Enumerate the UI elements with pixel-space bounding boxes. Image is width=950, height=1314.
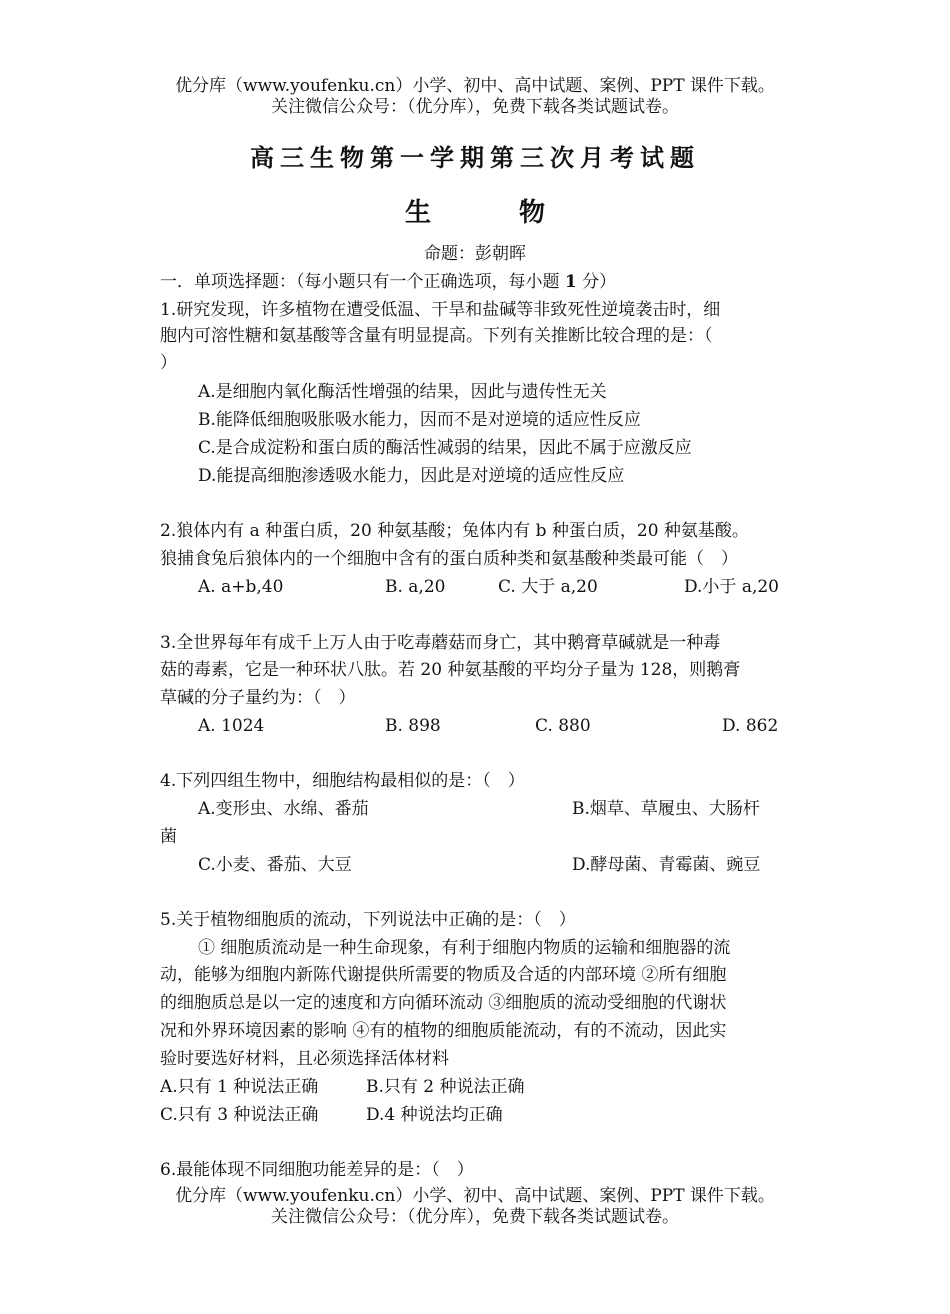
section-heading bbox=[160, 271, 616, 293]
q2-option-b: B. a,20 bbox=[385, 577, 446, 597]
q5-line-4: 的细胞质总是以一定的速度和方向循环流动 ③细胞质的流动受细胞的代谢状 bbox=[160, 993, 727, 1013]
q5-line-1: 5.关于植物细胞质的流动，下列说法中正确的是：（ ） bbox=[160, 910, 576, 930]
q4-option-b-cont: 菌 bbox=[160, 827, 177, 847]
q3-option-d: D. 862 bbox=[722, 716, 779, 736]
q4-option-c: C.小麦、番茄、大豆 bbox=[198, 855, 352, 875]
q2-line-2: 狼捕食兔后狼体内的一个细胞中含有的蛋白质种类和氨基酸种类最可能（ ） bbox=[160, 549, 738, 569]
q3-line-1: 3.全世界每年有成千上万人由于吃毒蘑菇而身亡，其中鹅膏草碱就是一种毒 bbox=[160, 633, 721, 653]
q1-line-3: ） bbox=[160, 353, 177, 373]
subject-char-1: 生 bbox=[404, 198, 431, 228]
q3-line-2: 菇的毒素，它是一种环状八肽。若 20 种氨基酸的平均分子量为 128，则鹅膏 bbox=[160, 660, 741, 680]
footer-line-1: 优分库（www.youfenku.cn）小学、初中、高中试题、案例、PPT 课件下载。 bbox=[175, 1186, 775, 1206]
q5-line-3: 动，能够为细胞内新陈代谢提供所需要的物质及合适的内部环境 ②所有细胞 bbox=[160, 965, 727, 985]
header-line-1: 优分库（www.youfenku.cn）小学、初中、高中试题、案例、PPT 课件下载。 bbox=[175, 76, 775, 96]
q5-option-c: C.只有 3 种说法正确 bbox=[160, 1105, 319, 1125]
q1-line-2: 胞内可溶性糖和氨基酸等含量有明显提高。下列有关推断比较合理的是：（ bbox=[160, 326, 713, 346]
section-score: 1 bbox=[564, 272, 577, 292]
q1-option-c: C.是合成淀粉和蛋白质的酶活性减弱的结果，因此不属于应激反应 bbox=[198, 438, 692, 458]
exam-title: 高三生物第一学期第三次月考试题 bbox=[250, 143, 700, 172]
q4-option-b: B.烟草、草履虫、大肠杆 bbox=[572, 799, 760, 819]
q1-option-a: A.是细胞内氧化酶活性增强的结果，因此与遗传性无关 bbox=[198, 382, 607, 402]
subject-char-2: 物 bbox=[519, 198, 546, 228]
q1-line-1: 1.研究发现，许多植物在遭受低温、干旱和盐碱等非致死性逆境袭击时，细 bbox=[160, 300, 721, 320]
q4-option-d: D.酵母菌、青霉菌、豌豆 bbox=[572, 855, 761, 875]
q6-line-1: 6.最能体现不同细胞功能差异的是：（ ） bbox=[160, 1160, 474, 1180]
q3-option-c: C. 880 bbox=[535, 716, 591, 736]
q5-line-2: ① 细胞质流动是一种生命现象，有利于细胞内物质的运输和细胞器的流 bbox=[198, 938, 731, 958]
author-line: 命题：彭朝晖 bbox=[424, 244, 526, 264]
q4-option-a: A.变形虫、水绵、番茄 bbox=[198, 799, 369, 819]
q2-option-c: C. 大于 a,20 bbox=[498, 577, 598, 597]
q5-line-6: 验时要选好材料，且必须选择活体材料 bbox=[160, 1049, 449, 1069]
q2-line-1: 2.狼体内有 a 种蛋白质，20 种氨基酸；兔体内有 b 种蛋白质，20 种氨基酸。 bbox=[160, 521, 749, 541]
q2-option-a: A. a+b,40 bbox=[198, 577, 284, 597]
header-line-2: 关注微信公众号：（优分库），免费下载各类试题试卷。 bbox=[271, 97, 679, 117]
q1-option-d: D.能提高细胞渗透吸水能力，因此是对逆境的适应性反应 bbox=[198, 466, 625, 486]
subject-title bbox=[0, 197, 950, 229]
q2-option-d: D.小于 a,20 bbox=[684, 577, 780, 597]
footer-line-2: 关注微信公众号：（优分库），免费下载各类试题试卷。 bbox=[271, 1207, 679, 1227]
q4-line-1: 4.下列四组生物中，细胞结构最相似的是：（ ） bbox=[160, 771, 525, 791]
q3-option-b: B. 898 bbox=[385, 716, 441, 736]
q1-option-b: B.能降低细胞吸胀吸水能力，因而不是对逆境的适应性反应 bbox=[198, 410, 641, 430]
q5-option-b: B.只有 2 种说法正确 bbox=[366, 1077, 525, 1097]
q3-line-3: 草碱的分子量约为：（ ） bbox=[160, 688, 356, 708]
section-prefix: 一．单项选择题：（每小题只有一个正确选项，每小题 bbox=[160, 272, 565, 292]
q5-option-a: A.只有 1 种说法正确 bbox=[160, 1077, 319, 1097]
q5-line-5: 况和外界环境因素的影响 ④有的植物的细胞质能流动，有的不流动，因此实 bbox=[160, 1021, 727, 1041]
q3-option-a: A. 1024 bbox=[198, 716, 265, 736]
section-suffix: 分） bbox=[576, 272, 617, 292]
q5-option-d: D.4 种说法均正确 bbox=[366, 1105, 503, 1125]
